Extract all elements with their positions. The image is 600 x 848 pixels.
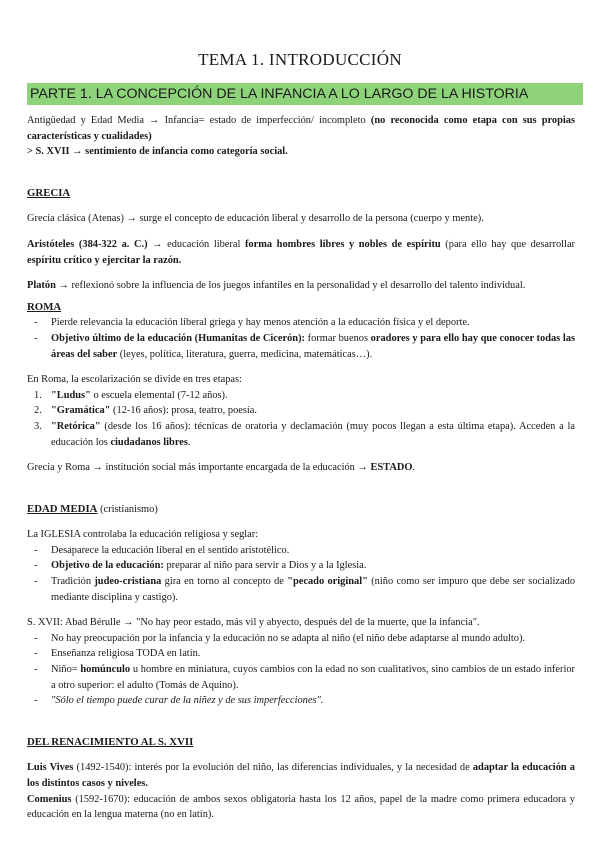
edad-media-intro: La IGLESIA controlaba la educación religiosa y seglar: <box>27 529 259 541</box>
berulle-quote: S. XVII: Abad Bérulle → "No hay peor estado, más vil y abyecto, después del de la muerte, que la infancia". <box>27 617 480 629</box>
list-item: - Desaparece la educación liberal en el sentido aristotélico. <box>27 543 575 559</box>
vives-paragraph: Luis Vives (1492-1540): interés por la evolución del niño, las diferencias individuales, y la necesidad de adaptar la educación a los distintos casos y niveles. <box>27 762 575 789</box>
comenius-paragraph: Comenius (1592-1670): educación de ambos sexos obligatoria hasta los 12 años, papel de la madre como primera educadora y educación en la lengua materna (no en latín). <box>27 793 575 821</box>
document-body <box>27 113 575 823</box>
part-title: PARTE 1. LA CONCEPCIÓN DE LA INFANCIA A LO LARGO DE LA HISTORIA <box>30 86 529 102</box>
list-item: - Objetivo último de la educación (Humanitas de Cicerón): formar buenos oradores y para ello hay que conocer todas las áreas del saber (leyes, política, literatura, guerra, medicina, matemáticas…). <box>27 331 575 362</box>
berulle-list <box>27 631 575 709</box>
list-item: - Niño= homúnculo u hombre en miniatura, cuyos cambios con la edad no son cualitativos, sino cambios de un estado inferior a otro superior: el adulto (Tomás de Aquino). <box>27 662 575 693</box>
list-item: 1. "Ludus" o escuela elemental (7-12 años). <box>34 389 228 401</box>
intro-paragraph: Antigüedad y Edad Media → Infancia= estado de imperfección/ incompleto (no reconocida como etapa con sus propias características y cualidades) <box>27 115 576 142</box>
part-banner <box>27 83 583 105</box>
edad-media-heading: EDAD MEDIA (cristianismo) <box>27 502 158 515</box>
list-item: - Enseñanza religiosa TODA en latín. <box>27 646 575 662</box>
roma-closing: Grecia y Roma → institución social más importante encargada de la educación → ESTADO. <box>27 462 416 474</box>
list-item: - Tradición judeo-cristiana gira en torno al concepto de "pecado original" (niño como ser impuro que debe ser socializado mediante disciplina y castigo). <box>27 574 575 605</box>
grecia-heading: GRECIA <box>27 186 71 199</box>
roma-list <box>27 315 575 362</box>
list-item: - No hay preocupación por la infancia y la educación no se adapta al niño (el niño debe adaptarse al mundo adulto). <box>27 631 575 647</box>
list-item: - "Sólo el tiempo puede curar de la niñez y de sus imperfecciones". <box>27 693 575 709</box>
list-item: 2. "Gramática" (12-16 años): prosa, teatro, poesía. <box>34 405 258 417</box>
roma-stages-list <box>27 388 575 450</box>
list-item: - Pierde relevancia la educación liberal griega y hay menos atención a la educación física y el deporte. <box>27 315 575 331</box>
list-item: 3. "Retórica" (desde los 16 años): técnicas de oratoria y declamación (muy pocos llegan a esta última etapa). Acceden a la educación los ciudadanos libres. <box>34 420 575 448</box>
grecia-paragraph-1: Grecia clásica (Atenas) → surge el concepto de educación liberal y desarrollo de la persona (cuerpo y mente). <box>27 213 484 225</box>
roma-heading: ROMA <box>27 300 62 313</box>
grecia-paragraph-3: Platón → reflexionó sobre la influencia de los juegos infantiles en la personalidad y el desarrollo del talento individual. <box>27 280 526 292</box>
grecia-paragraph-2: Aristóteles (384-322 a. C.) → educación liberal forma hombres libres y nobles de espíritu (para ello hay que desarrollar espíritu crítico y ejercitar la razón. <box>27 238 576 266</box>
intro-line-2: > S. XVII → sentimiento de infancia como categoría social. <box>27 146 288 158</box>
edad-media-list <box>27 543 575 605</box>
document-title: TEMA 1. INTRODUCCIÓN <box>198 50 402 69</box>
roma-stages-intro: En Roma, la escolarización se divide en tres etapas: <box>27 374 242 386</box>
renacimiento-heading: DEL RENACIMIENTO AL S. XVII <box>27 735 194 748</box>
list-item: - Objetivo de la educación: preparar al niño para servir a Dios y a la Iglesia. <box>27 558 575 574</box>
